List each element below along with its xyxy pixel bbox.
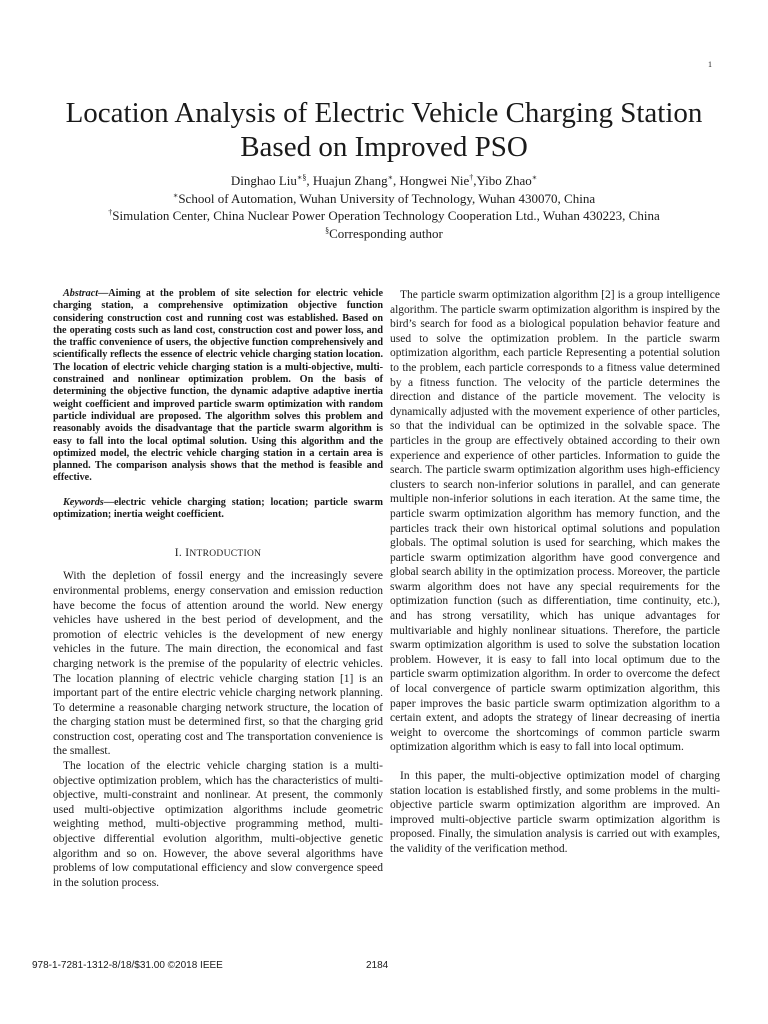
keywords-text: —electric vehicle charging station; location; particle swarm optimization; inertia weight coefficient. — [53, 496, 383, 521]
abstract — [53, 288, 383, 485]
left-column — [53, 288, 383, 890]
abstract-label: Abstract — [63, 288, 99, 299]
affiliation-text: Simulation Center, China Nuclear Power Operation Technology Cooperation Ltd., Wuhan 430223, China — [112, 208, 660, 223]
right-column — [390, 288, 720, 857]
footer-copyright: 978-1-7281-1312-8/18/$31.00 ©2018 IEEE — [32, 960, 223, 971]
section-heading-introduction — [53, 547, 383, 559]
section-title-initial: I — [185, 547, 190, 560]
keywords-label: Keywords — [63, 496, 104, 508]
author-mark: ∗ — [531, 173, 538, 182]
author-mark: ∗§ — [296, 173, 307, 182]
affiliation-text: School of Automation, Wuhan University of Technology, Wuhan 430070, China — [178, 190, 596, 206]
page-number: 1 — [708, 60, 712, 69]
affiliation-text: Corresponding author — [329, 225, 443, 241]
author-name: Dinghao Liu — [230, 173, 297, 188]
author-name: ,Yibo Zhao — [473, 173, 532, 188]
section-title-rest: NTRODUCTION — [189, 549, 262, 560]
body-paragraph: In this paper, the multi-objective optimization model of charging station location is established firstly, and some problems in the multi-objective particle swarm optimization algorithm are improved. An improved multi-objective particle swarm optimization algorithm is proposed. Finally, the simulation analysis is carried out with examples, the validity of the verification method. — [390, 770, 720, 855]
abstract-text: —Aiming at the problem of site selection for electric vehicle charging station, a comprehensive optimization objective function considering construction cost and running cost was established. Based on the operating costs such as land cost, construction cost and power loss, and the traffic convenience of users, the objective function comprehensively and scientifically reflects the essence of electric vehicle charging station location. The location of electric vehicle charging station is a multi-objective, multi-constrained and nonlinear optimization problem. On the basis of determining the objective function, the dynamic adaptive adaptive inertia weight coefficient and improved particle swarm optimization with random particle individual are proposed. The algorithm solves this problem and reasonably avoids the disadvantage that the particle swarm algorithm is easy to fall into the local optimal solution. Using this algorithm and the optimized model, the electric vehicle charging station in a certain area is planned. The comparison analysis shows that the method is feasible and effective. — [53, 288, 383, 484]
intro-paragraph: The location of the electric vehicle charging station is a multi-objective optimization problem, which has the characteristics of multi-objective, multi-constraint and nonlinear. At present, the commonly used multi-objective optimization algorithms include geometric weighting method, multi-objective programming method, multi-objective differential evolution algorithm, multi-objective genetic algorithm and so on. However, the above several algorithms have problems of low computational efficiency and slow convergence speed in the solution process. — [53, 760, 383, 889]
affiliation-line — [40, 190, 728, 208]
author-name: , Huajun Zhang — [306, 173, 388, 188]
section-numeral: I. — [174, 547, 186, 560]
affiliation-line — [40, 225, 728, 243]
paper-title: Location Analysis of Electric Vehicle Charging Station Based on Improved PSO — [65, 97, 703, 163]
intro-paragraph: With the depletion of fossil energy and the increasingly severe environmental problems, energy conservation and emission reduction have become the focus of attention around the world. New energy vehicles have ushered in the best period of development, and the promotion of electric vehicles is the development of new energy vehicles in the future. The main direction, the economical and fast charging network is the premise of the popularity of electric vehicles. The location planning of electric vehicle charging station [1] is an important part of the entire electric vehicle charging network planning. To determine a reasonable charging network structure, the location of the charging station must be determined first, so that the charging grid construction cost, operating cost and The transportation convenience is the smallest. — [53, 570, 383, 758]
affiliation-line — [40, 207, 728, 225]
body-paragraph: The particle swarm optimization algorithm [2] is a group intelligence algorithm. The particle swarm optimization algorithm is inspired by the bird’s search for food as a biological population behavior feature and used to solve the optimization problem. In the particle swarm optimization algorithm, each particle Representing a potential solution to the problem, each particle corresponds to a fitness value determined by a fitness function. The velocity of the particle determines the direction and distance of the particle movement. The velocity is dynamically adjusted with the movement experience of other particles, so that the individual can be optimized in the solvable space. The particles in the group are effectively obtained according to their own experience and experience of other particles. Information to guide the search. The particle swarm optimization algorithm uses high-efficiency clusters to search non-inferior solutions in parallel, and can generate multiple non-inferior solutions in each iteration. At the same time, the particle swarm optimization algorithm has memory function, and the particles track their own historical optimal solutions and population globals. The optimal solution is used for searching, which makes the particle swarm optimization algorithm have good convergence and global search ability in the optimization process. Moreover, the particle swarm algorithm does not have any special requirements for the optimization function (such as differentiation, time continuity, etc.), and has strong versatility, which has unique advantages for multivariable and highly nonlinear situations. Therefore, the particle swarm optimization algorithm is used to solve the substation location problem. However, it is easy to fall into local optimum due to the particle swarm optimization algorithm. In order to overcome the defect of local convergence of particle swarm optimization algorithm, this paper improves the basic particle swarm optimization algorithm to a certain extent, and adopts the strategy of linear decreasing of inertia weight to overcome the shortcomings of common particle swarm optimization algorithm which is easy to fall into local optimum. — [390, 289, 720, 754]
affiliation-mark: † — [108, 208, 113, 217]
author-line — [40, 172, 728, 190]
affiliation-mark: ∗ — [172, 190, 179, 200]
footer-page-number: 2184 — [366, 960, 389, 971]
author-mark: † — [469, 173, 474, 182]
author-name: , Hongwei Nie — [393, 173, 470, 188]
author-block — [40, 172, 728, 242]
author-mark: ∗ — [387, 173, 394, 182]
keywords — [53, 497, 383, 522]
affiliation-mark: § — [325, 225, 330, 235]
